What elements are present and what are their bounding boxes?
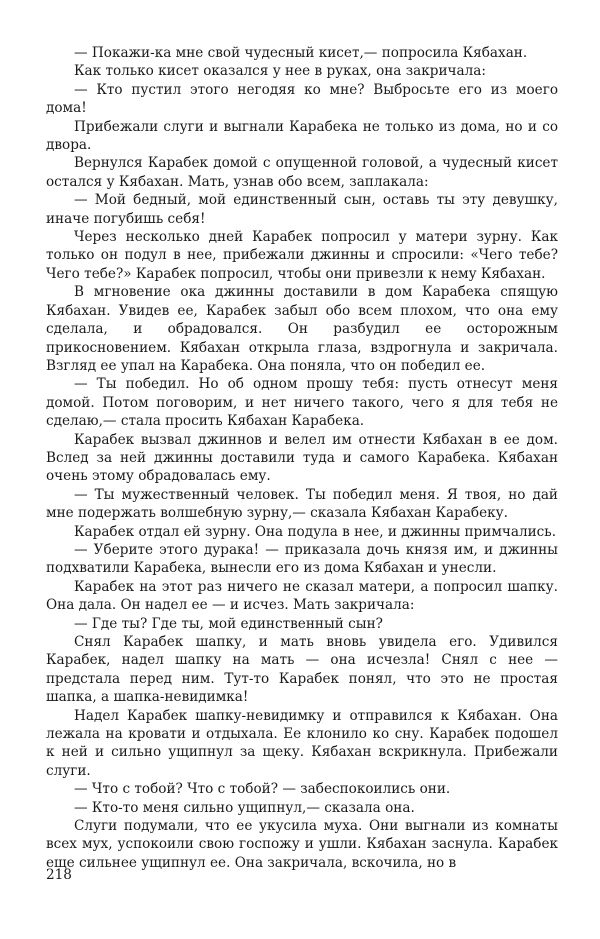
- paragraph: — Покажи-ка мне свой чудесный кисет,— попросила Кябахан.: [74, 45, 528, 61]
- paragraph: — Ты мужественный человек. Ты победил меня. Я твоя, но дай мне подержать волшебную зурну,— сказала Кябахан Карабеку.: [46, 486, 558, 522]
- paragraph: Снял Карабек шапку, и мать вновь увидела его. Удивился Карабек, надел шапку на мать — она исчезла! Снял с нее — предстала перед ним. Тут-то Карабек понял, что это не простая шапка, а шапка-невидимка!: [46, 634, 558, 706]
- paragraph: — Кто-то меня сильно ущипнул,— сказала она.: [74, 799, 415, 816]
- paragraph: — Что с тобой? Что с тобой? — забеспокоились они.: [74, 781, 451, 798]
- paragraph: Карабек отдал ей зурну. Она подула в нее, и джинны примчались.: [74, 523, 557, 540]
- paragraph: — Уберите этого дурака! — приказала дочь князя им, и джинны подхватили Карабека, вынесли его из дома Кябахан и унесли.: [46, 541, 558, 577]
- paragraph: Через несколько дней Карабек попросил у матери зурну. Как только он подул в нее, прибежали джинны и спросили: «Чего тебе? Чего тебе?» Карабек попросил, чтобы они привезли к нему Кябахан.: [46, 229, 558, 282]
- paragraph: Слуги подумали, что ее укусила муха. Они выгнали из комнаты всех мух, успокоили свою госпожу и ушли. Кябахан заснула. Карабек еще сильнее ущипнул ее. Она закричала, вскочила, но в: [46, 818, 558, 871]
- paragraph: Вернулся Карабек домой с опущенной головой, а чудесный кисет остался у Кябахан. Мать, узнав обо всем, заплакала:: [46, 155, 558, 190]
- paragraph: — Ты победил. Но об одном прошу тебя: пусть отнесут меня домой. Потом поговорим, и нет ничего такого, чего я для тебя не сделаю,— стала просить Кябахан Карабека.: [46, 376, 558, 430]
- paragraph: Надел Карабек шапку-невидимку и отправился к Кябахан. Она лежала на кровати и отдыхала. Ее клонило ко сну. Карабек подошел к ней и сильно ущипнул за щеку. Кябахан вскрикнула. Прибежали слуги.: [46, 707, 558, 779]
- paragraph: Как только кисет оказался у нее в руках, она закричала:: [74, 63, 486, 80]
- paragraph: Прибежали слуги и выгнали Карабека не только из дома, но и со двора.: [46, 118, 558, 154]
- paragraph: — Мой бедный, мой единственный сын, оставь ты эту девушку, иначе погубишь себя!: [46, 192, 558, 227]
- page-number: 218: [46, 867, 72, 883]
- paragraph: Карабек на этот раз ничего не сказал матери, а попросил шапку. Она дала. Он надел ее — и исчез. Мать закричала:: [46, 578, 558, 614]
- paragraph: — Кто пустил этого негодяя ко мне? Выбросьте его из моего дома!: [46, 81, 558, 117]
- paragraph: В мгновение ока джинны доставили в дом Карабека спящую Кябахан. Увидев ее, Карабек забыл обо всем плохом, что она ему сделала, и обрадовался. Он разбудил ее осторожным прикосновением. Кябахан открыла глаза, вздрогнула и закричала. Взгляд ее упал на Карабека. Она поняла, что он победил ее.: [46, 284, 558, 374]
- body-text: [46, 44, 558, 872]
- paragraph: — Где ты? Где ты, мой единственный сын?: [74, 615, 383, 632]
- paragraph: Карабек вызвал джиннов и велел им отнести Кябахан в ее дом. Вслед за ней джинны доставили туда и самого Карабека. Кябахан очень этому обрадовалась ему.: [46, 431, 558, 485]
